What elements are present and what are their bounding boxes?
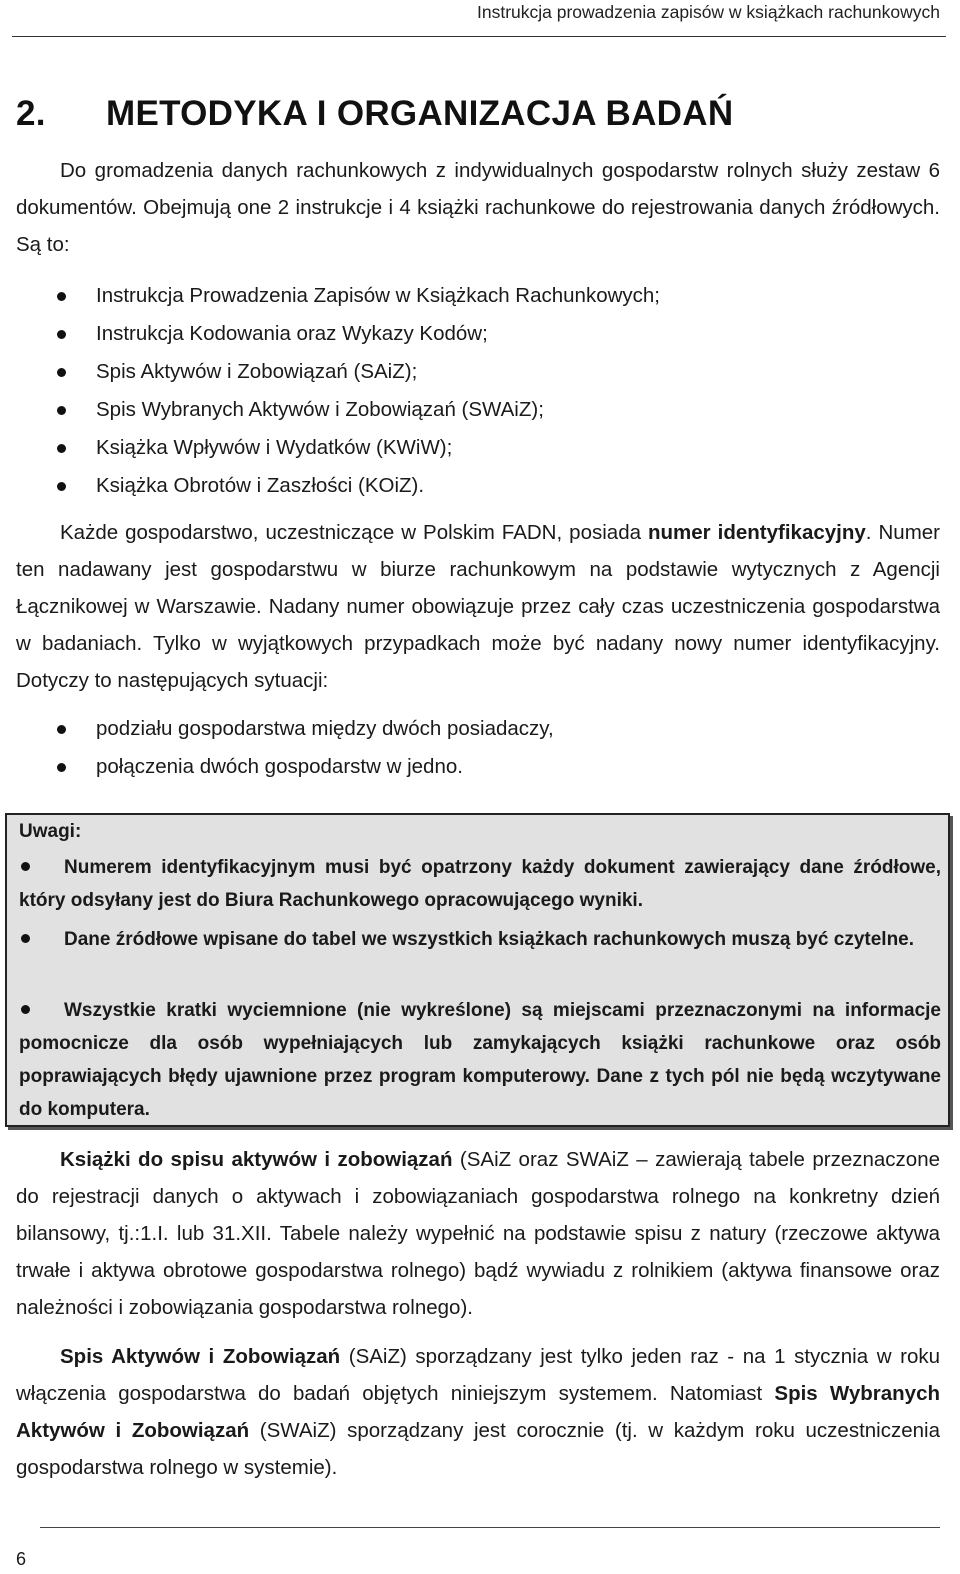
list-item-label: Instrukcja Kodowania oraz Wykazy Kodów;: [96, 322, 488, 345]
list-item-label: Książka Wpływów i Wydatków (KWiW);: [96, 436, 453, 459]
bullet-icon: [21, 1005, 30, 1014]
list-item-label: połączenia dwóch gospodarstw w jedno.: [96, 755, 463, 778]
running-header: Instrukcja prowadzenia zapisów w książkach rachunkowych: [477, 2, 940, 22]
list-item: [0, 353, 660, 391]
list-item: [0, 429, 660, 467]
bullet-icon: [57, 330, 66, 339]
note-item-text: Numerem identyfikacyjnym musi być opatrzony każdy dokument zawierający dane źródłowe, który odsyłany jest do Biura Rachunkowego opracowującego wyniki.: [19, 857, 941, 911]
situations-list: [0, 710, 554, 786]
bullet-icon: [57, 444, 66, 453]
list-item-label: podziału gospodarstwa między dwóch posiadaczy,: [96, 717, 554, 740]
saiz-text: (SAiZ oraz SWAiZ – zawierają tabele przeznaczone do rejestracji danych o aktywach i zobowiązaniach gospodarstwa rolnego na konkretny dzień bilansowy, tj.:1.I. lub 31.XII. Tabele należy wypełnić na podstawie spisu z natury (rzeczowe aktywa trwałe i aktywa obrotowe gospodarstwa rolnego) bądź wywiadu z rolnikiem (aktywa finansowe oraz należności i zobowiązania gospodarstwa rolnego).: [16, 1148, 941, 1319]
saiz-name-term: Spis Aktywów i Zobowiązań: [60, 1345, 341, 1368]
spis-text-1: (SAiZ) sporządzany jest tylko jeden raz - na 1 stycznia w roku włączenia gospodarstwa do badań objętych niniejszym systemem. Natomiast: [16, 1345, 940, 1405]
bullet-icon: [21, 934, 30, 943]
id-number-term: numer identyfikacyjny: [648, 521, 866, 544]
list-item: [0, 748, 554, 786]
chapter-title-text: METODYKA I ORGANIZACJA BADAŃ: [106, 94, 734, 133]
note-item: [19, 923, 941, 956]
intro-paragraph: Do gromadzenia danych rachunkowych z indywidualnych gospodarstw rolnych służy zestaw 6 dokumentów. Obejmują one 2 instrukcje i 4 książki rachunkowe do rejestrowania danych źródłowych. Są to:: [16, 159, 940, 256]
note-item-text: Dane źródłowe wpisane do tabel we wszystkich książkach rachunkowych muszą być czytelne.: [64, 929, 915, 950]
list-item: [0, 315, 660, 353]
swaiz-name-term: Spis Wybranych Aktywów i Zobowiązań: [16, 1382, 940, 1442]
list-item: [0, 277, 660, 315]
note-item-text: Wszystkie kratki wyciemnione (nie wykreślone) są miejscami przeznaczonymi na informacje pomocnicze dla osób wypełniających lub zamykających książki rachunkowe oraz osób poprawiających błędy ujawnione przez program komputerowy. Dane z tych pól nie będą wczytywane do komputera.: [19, 1000, 941, 1120]
list-item-label: Spis Wybranych Aktywów i Zobowiązań (SWAiZ);: [96, 398, 544, 421]
id-text-after: . Numer ten nadawany jest gospodarstwu w biurze rachunkowym na podstawie wytycznych z Agencji Łącznikowej w Warszawie. Nadany numer obowiązuje przez cały czas uczestniczenia gospodarstwa w badaniach. Tylko w wyjątkowych przypadkach może być nadany nowy numer identyfikacyjny. Dotyczy to następujących sytuacji:: [16, 521, 940, 692]
chapter-title: [16, 94, 733, 134]
bullet-icon: [57, 482, 66, 491]
bullet-icon: [57, 406, 66, 415]
list-item: [0, 467, 660, 505]
note-item: [19, 994, 941, 1126]
list-item: [0, 710, 554, 748]
page-number: 6: [16, 1549, 27, 1569]
list-item: [0, 391, 660, 429]
spis-text-2: (SWAiZ) sporządzany jest corocznie (tj. w każdym roku uczestniczenia gospodarstwa rolnego w systemie).: [16, 1419, 940, 1479]
note-item: [19, 851, 941, 917]
documents-list: [0, 277, 660, 505]
chapter-number: 2.: [16, 94, 46, 133]
bullet-icon: [57, 292, 66, 301]
list-item-label: Spis Aktywów i Zobowiązań (SAiZ);: [96, 360, 418, 383]
bullet-icon: [21, 862, 30, 871]
notes-title: Uwagi:: [19, 821, 82, 842]
bullet-icon: [57, 725, 66, 734]
id-text-before: Każde gospodarstwo, uczestniczące w Polskim FADN, posiada: [60, 521, 648, 544]
header-rule: [12, 36, 946, 37]
saiz-paragraph: [16, 1141, 940, 1326]
footer-rule: [40, 1527, 940, 1528]
saiz-term: Książki do spisu aktywów i zobowiązań: [60, 1148, 453, 1171]
notes-box: [5, 813, 950, 1127]
bullet-icon: [57, 368, 66, 377]
list-item-label: Książka Obrotów i Zaszłości (KOiZ).: [96, 474, 425, 497]
spis-paragraph: [16, 1338, 940, 1486]
id-number-paragraph: [16, 514, 940, 699]
bullet-icon: [57, 763, 66, 772]
list-item-label: Instrukcja Prowadzenia Zapisów w Książkach Rachunkowych;: [96, 284, 661, 307]
